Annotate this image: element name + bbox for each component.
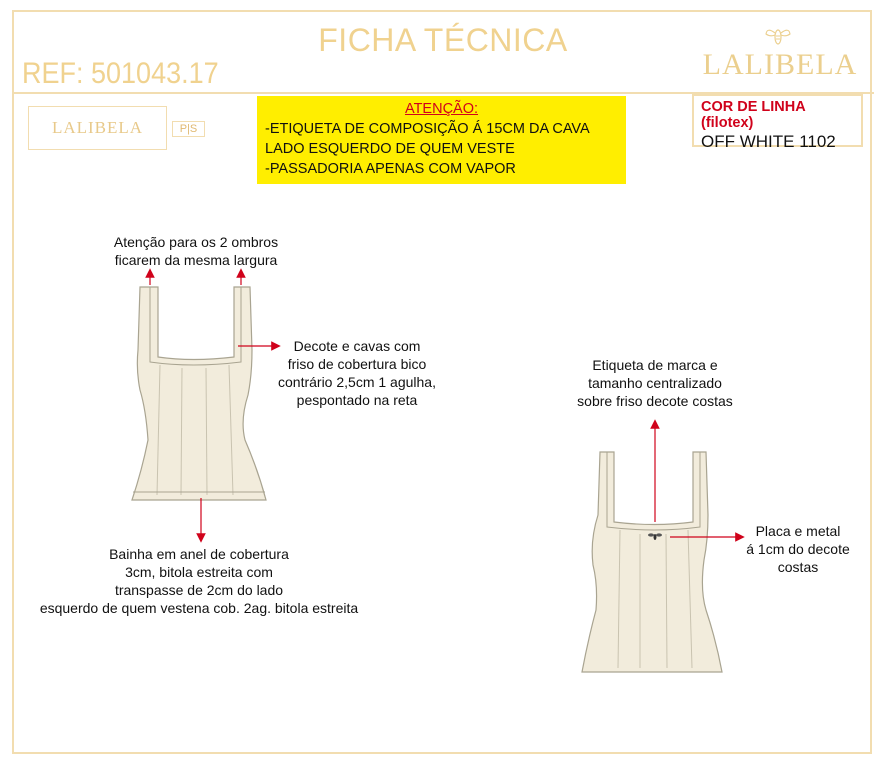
note-brand-label [555,356,755,410]
note-line: ficarem da mesma largura [114,252,278,268]
note-line: esquerdo de quem vestena cob. 2ag. bitola estreita [39,600,359,616]
note-line: Etiqueta de marca e [592,357,718,373]
thread-color-value: OFF WHITE 1102 [701,132,836,151]
note-line: Atenção para os 2 ombros [113,234,279,250]
note-line: costas [777,559,819,575]
page-title: FICHA TÉCNICA [318,22,568,58]
note-hem [18,545,380,617]
attention-line: -PASSADORIA APENAS COM VAPOR [265,161,516,177]
note-line: tamanho centralizado [588,375,722,391]
note-line: pespontado na reta [296,392,418,408]
brand-label-tag: LALIBELA [28,106,167,150]
note-plate [728,522,868,576]
reference-code: REF: 501043.17 [22,57,219,90]
note-line: á 1cm do decote [746,541,850,557]
note-line: friso de cobertura bico [287,356,427,372]
attention-line: LADO ESQUERDO DE QUEM VESTE [265,141,515,157]
size-label-tag: P|S [172,121,205,137]
note-line: contrário 2,5cm 1 agulha, [278,374,436,390]
brand-logo-text: LALIBELA [702,48,858,81]
note-line: Decote e cavas com [293,338,421,354]
attention-line: -ETIQUETA DE COMPOSIÇÃO Á 15CM DA CAVA [265,121,590,137]
attention-title: ATENÇÃO: [404,101,479,117]
note-line: Placa e metal [755,523,841,539]
note-line: 3cm, bitola estreita com [125,564,273,580]
front-garment [132,287,266,500]
note-shoulders [96,233,296,269]
note-line: transpasse de 2cm do lado [114,582,284,598]
note-line: sobre friso decote costas [577,393,733,409]
note-neckline [262,337,452,409]
thread-color-label: COR DE LINHA (filotex) [701,99,806,131]
back-garment [582,452,722,672]
note-line: Bainha em anel de cobertura [109,546,289,562]
